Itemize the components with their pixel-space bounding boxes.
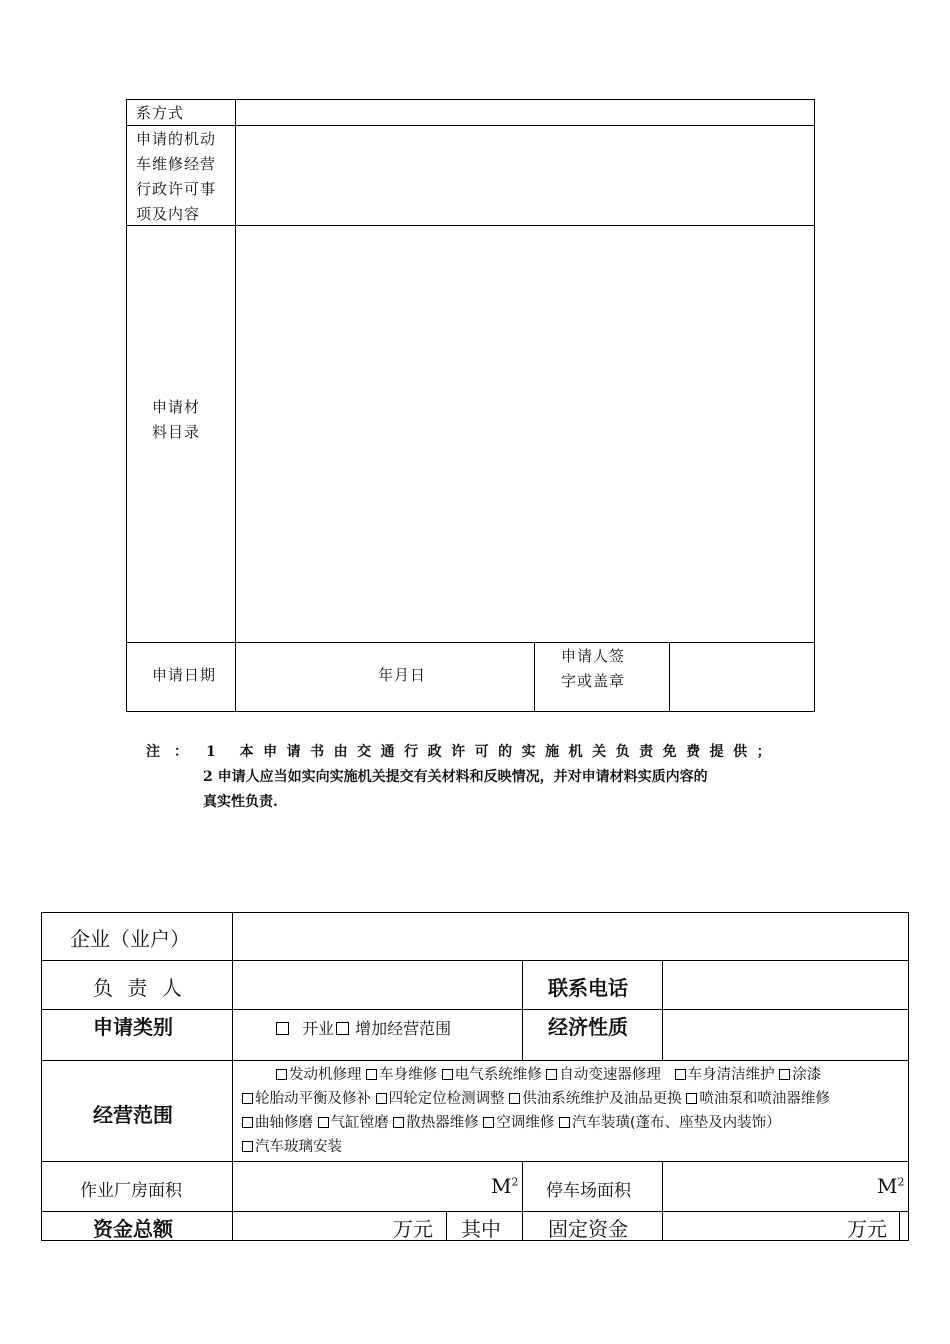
materials-field[interactable]: [236, 226, 814, 642]
nature-label: 经济性质: [548, 1015, 628, 1039]
checkbox-scope[interactable]: [242, 1093, 253, 1104]
checkbox-scope[interactable]: [546, 1069, 557, 1080]
checkbox-scope[interactable]: [686, 1093, 697, 1104]
person-field[interactable]: [233, 961, 522, 1009]
enterprise-label: 企业（业户）: [70, 927, 190, 951]
checkbox-scope[interactable]: [318, 1117, 329, 1128]
parking-field[interactable]: [663, 1162, 908, 1211]
checkbox-scope[interactable]: [779, 1069, 790, 1080]
notes-line3: 真实性负责.: [203, 794, 278, 810]
phone-field[interactable]: [663, 961, 908, 1009]
notes-line1: 1 本申请书由交通行政许可的实施机关负责免费提供；: [206, 744, 781, 760]
checkbox-scope[interactable]: [509, 1093, 520, 1104]
checkbox-scope[interactable]: [675, 1069, 686, 1080]
checkbox-scope[interactable]: [242, 1141, 253, 1152]
date-label: 申请日期: [152, 666, 217, 684]
contact-field[interactable]: [236, 100, 814, 125]
parking-unit: $M^2$: [877, 1174, 905, 1198]
checkbox-scope[interactable]: [442, 1069, 453, 1080]
signature-field[interactable]: [670, 643, 814, 711]
workshop-label: 作业厂房面积: [80, 1181, 182, 1201]
checkbox-scope[interactable]: [483, 1117, 494, 1128]
notes-prefix: 注：: [146, 744, 202, 760]
scope-label: 经营范围: [93, 1103, 173, 1127]
person-label: 负 责 人: [93, 976, 186, 1000]
notes-line2: 2 申请人应当如实向实施机关提交有关材料和反映情况，并对申请材料实质内容的: [203, 769, 708, 785]
nature-field[interactable]: [663, 1010, 908, 1060]
workshop-field[interactable]: [233, 1162, 522, 1211]
checkbox-scope[interactable]: [242, 1117, 253, 1128]
capital-label: 资金总额: [93, 1217, 173, 1241]
phone-label: 联系电话: [548, 976, 628, 1000]
materials-label: 申请材 料目录: [152, 398, 201, 441]
category-options: [276, 1016, 451, 1039]
enterprise-field[interactable]: [233, 913, 908, 960]
option-expand-label: 增加经营范围: [355, 1019, 452, 1038]
option-open-label: 开业: [302, 1019, 335, 1038]
checkbox-scope[interactable]: [276, 1069, 287, 1080]
checkbox-expand[interactable]: [336, 1022, 349, 1035]
checkbox-scope[interactable]: [376, 1093, 387, 1104]
capital-unit: 万元: [393, 1217, 433, 1241]
fixed-label: 固定资金: [548, 1217, 628, 1241]
parking-label: 停车场面积: [546, 1181, 631, 1201]
fixed-unit: 万元: [847, 1217, 887, 1241]
of-which-label: 其中: [461, 1217, 501, 1241]
scope-list: 发动机修理 车身维修 电气系统维修 自动变速器修理 车身清洁维护 涂漆 轮胎动平衡及修补 四轮定位检测调整 供油系统维护及油品更换 喷油泵和喷油器维修 曲轴修磨 气缸镗磨 散热器维修 空调维修 汽车装璜(蓬布、座垫及内装饰） 汽车玻璃安装: [242, 1063, 902, 1159]
items-field[interactable]: [236, 126, 814, 225]
checkbox-scope[interactable]: [559, 1117, 570, 1128]
items-label: 申请的机动 车维修经营 行政许可事 项及内容: [136, 130, 217, 223]
checkbox-scope[interactable]: [366, 1069, 377, 1080]
contact-label: 系方式: [136, 104, 185, 122]
workshop-unit: $M^2$: [491, 1174, 519, 1198]
checkbox-scope[interactable]: [393, 1117, 404, 1128]
date-value[interactable]: 年月日: [378, 666, 427, 684]
signature-label: 申请人签 字或盖章: [561, 647, 626, 690]
category-label: 申请类别: [93, 1015, 173, 1039]
checkbox-open[interactable]: [276, 1022, 289, 1035]
